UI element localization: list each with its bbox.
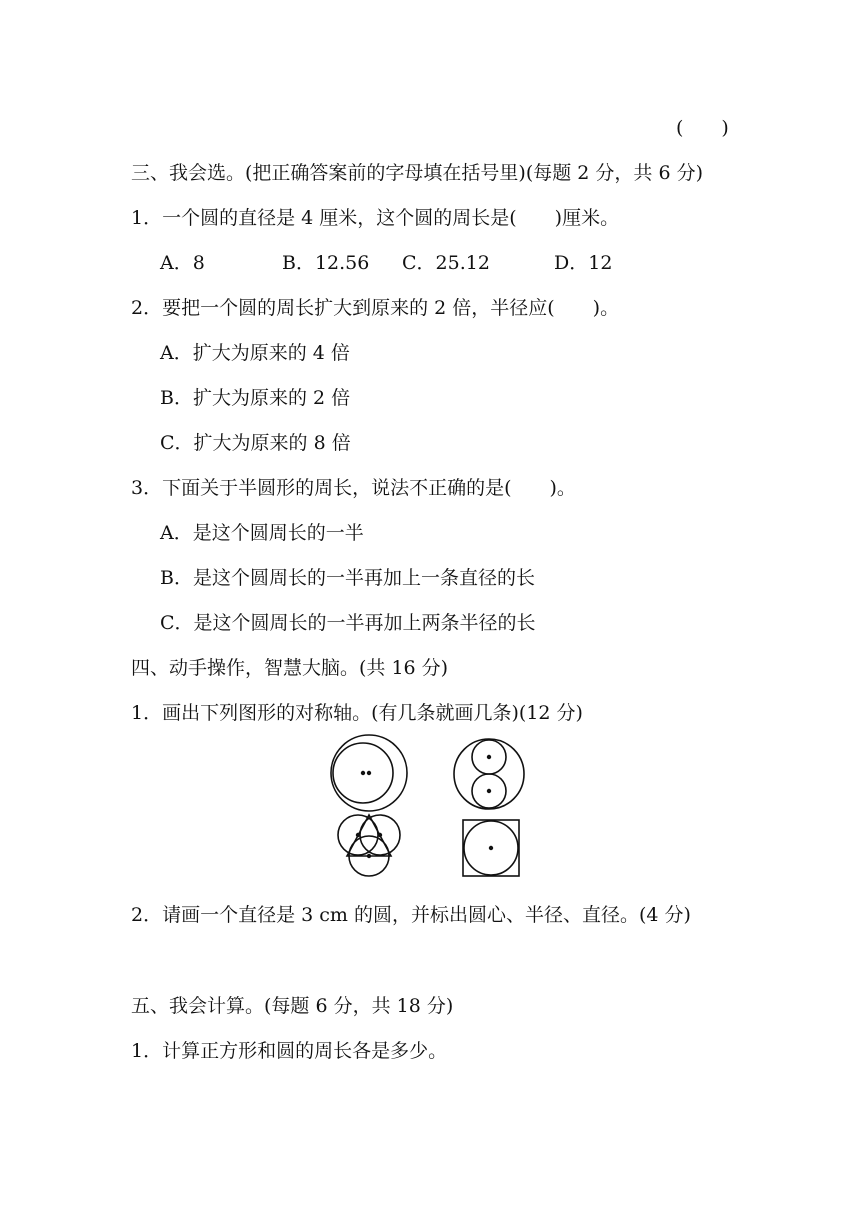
section3-q1-option-d: D．12 (554, 252, 613, 274)
upper-center-dot (487, 755, 491, 759)
circle-center-dot (489, 846, 493, 850)
figure-stacked-circles (451, 738, 531, 818)
section3-q2-option-a: A．扩大为原来的 4 倍 (160, 342, 350, 364)
lower-center-dot (487, 789, 491, 793)
section3-q3-option-a: A．是这个圆周长的一半 (160, 522, 364, 544)
section4-q1-stem: 1．画出下列图形的对称轴。(有几条就画几条)(12 分) (131, 702, 583, 724)
section3-q3-stem: 3．下面关于半圆形的周长，说法不正确的是( )。 (131, 477, 576, 499)
section3-q1-option-c: C．25.12 (402, 252, 490, 274)
figure-triangle-circles (333, 811, 413, 891)
bottom-center-dot (367, 854, 371, 858)
section3-heading: 三、我会选。(把正确答案前的字母填在括号里)(每题 2 分，共 6 分) (131, 162, 703, 184)
section5-heading: 五、我会计算。(每题 6 分，共 18 分) (131, 995, 454, 1017)
right-center-dot (378, 833, 382, 837)
section3-q1-option-a: A．8 (160, 252, 205, 274)
figure-tangent-circles (330, 737, 420, 817)
section3-q2-option-b: B．扩大为原来的 2 倍 (160, 387, 351, 409)
center-dot-outer (367, 771, 371, 775)
top-answer-bracket: ( ) (676, 117, 729, 139)
figure-circle-in-square (460, 818, 530, 888)
section3-q1-stem: 1．一个圆的直径是 4 厘米，这个圆的周长是( )厘米。 (131, 207, 620, 229)
left-center-dot (356, 833, 360, 837)
section3-q2-stem: 2．要把一个圆的周长扩大到原来的 2 倍，半径应( )。 (131, 297, 620, 319)
section3-q3-option-c: C．是这个圆周长的一半再加上两条半径的长 (160, 612, 536, 634)
center-dot-inner (361, 771, 365, 775)
section5-q1-stem: 1．计算正方形和圆的周长各是多少。 (131, 1040, 448, 1062)
section4-heading: 四、动手操作，智慧大脑。(共 16 分) (131, 657, 449, 679)
section3-q1-option-b: B．12.56 (282, 252, 370, 274)
section4-q2-stem: 2．请画一个直径是 3 cm 的圆，并标出圆心、半径、直径。(4 分) (131, 904, 691, 926)
section3-q2-option-c: C．扩大为原来的 8 倍 (160, 432, 351, 454)
section3-q3-option-b: B．是这个圆周长的一半再加上一条直径的长 (160, 567, 535, 589)
